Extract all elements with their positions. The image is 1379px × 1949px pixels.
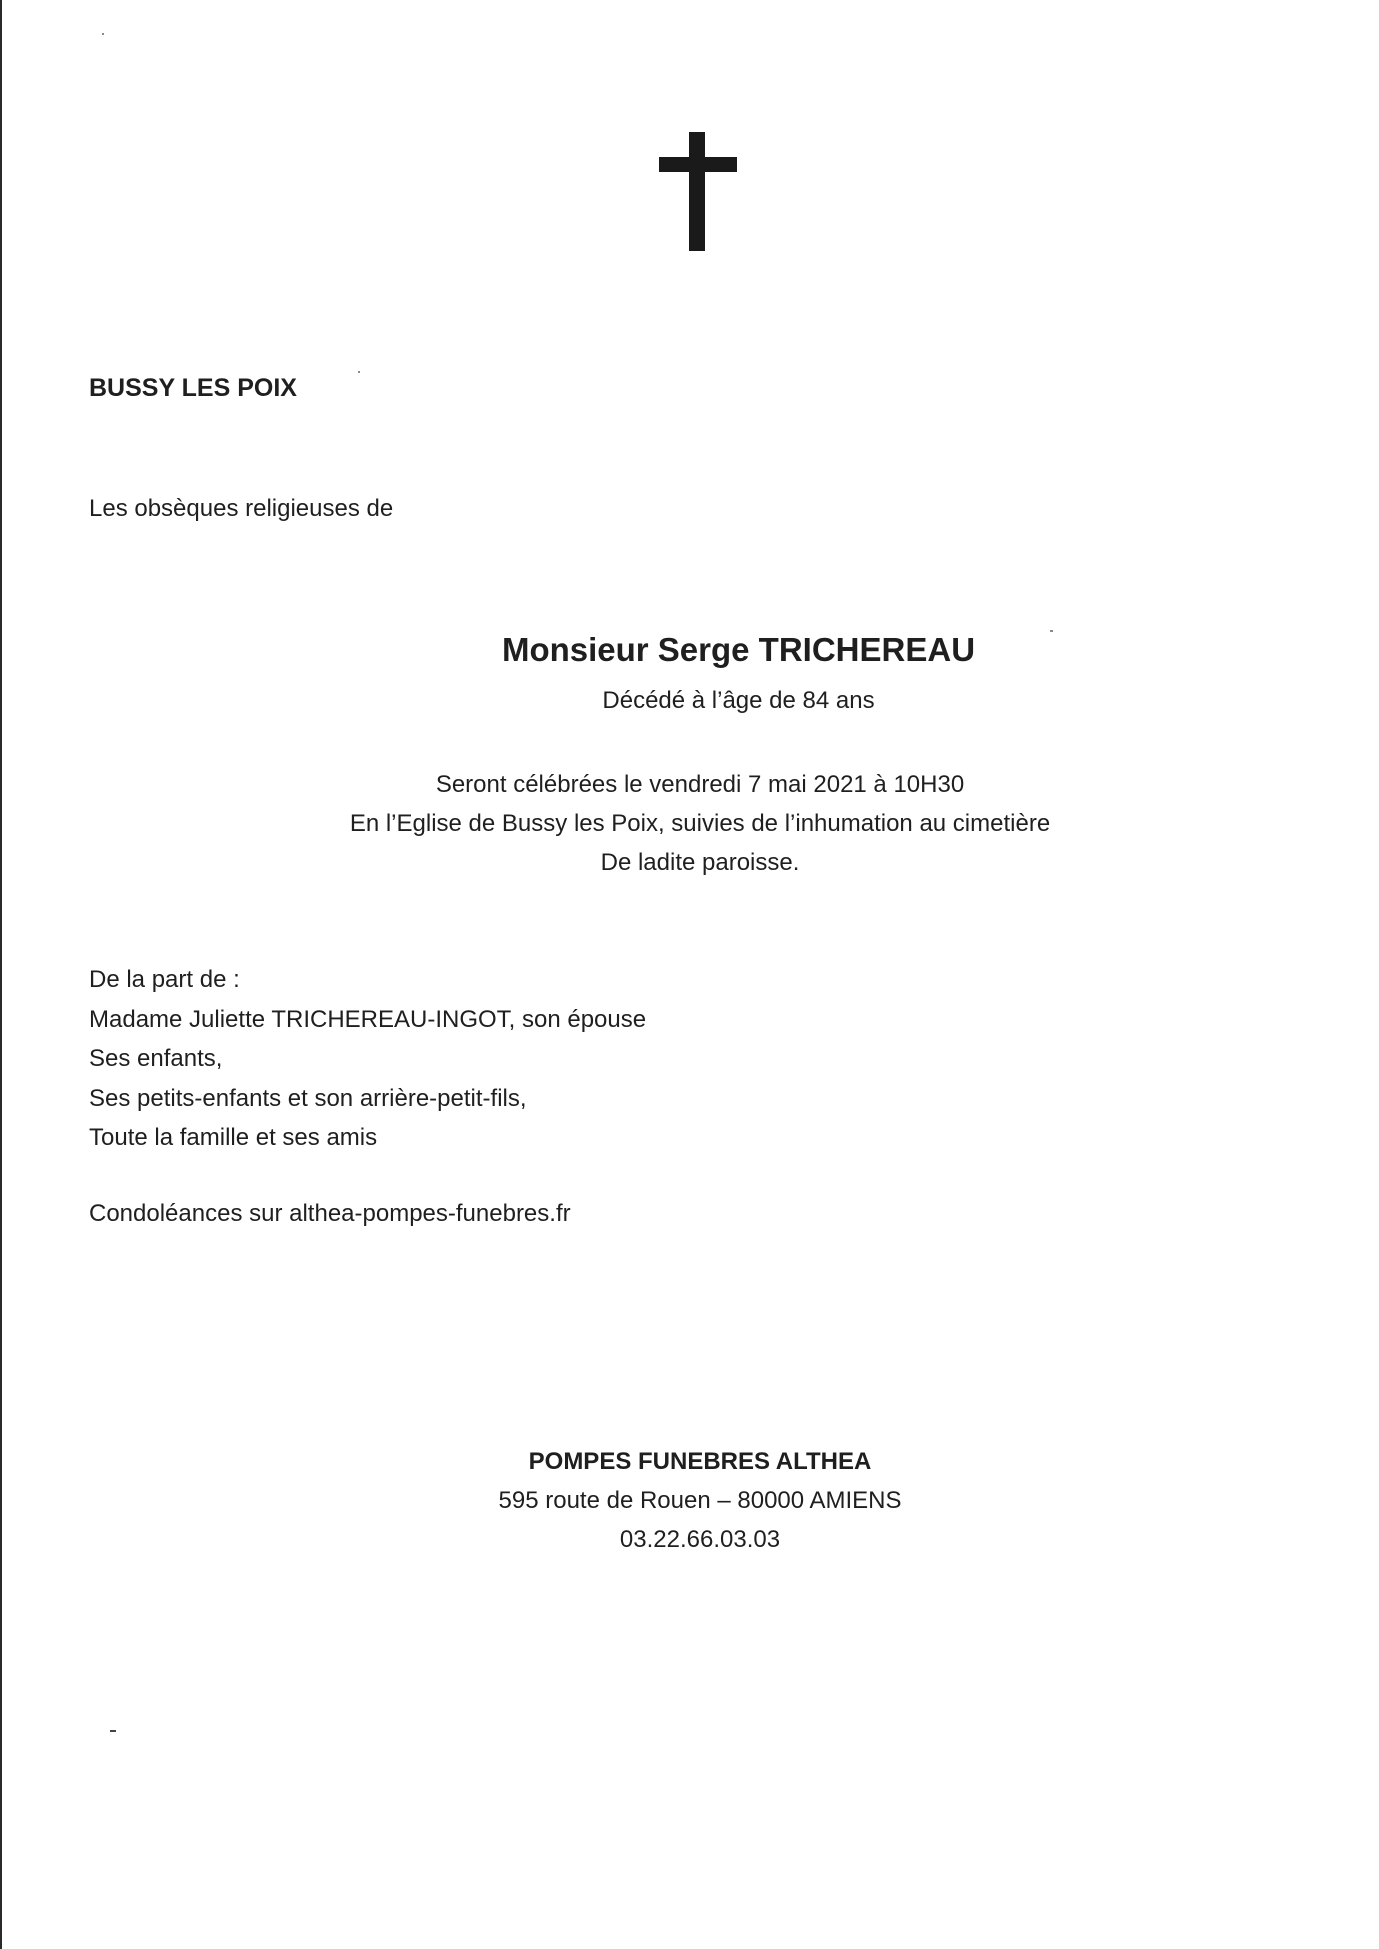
ceremony-line: En l’Eglise de Bussy les Poix, suivies de l’inhumation au cimetière: [349, 810, 1051, 837]
ceremony-line: De ladite paroisse.: [600, 849, 800, 876]
scan-speck: [1050, 630, 1053, 632]
place-heading: BUSSY LES POIX: [89, 374, 297, 402]
family-line: Ses enfants,: [89, 1045, 223, 1072]
scan-speck: [110, 1730, 116, 1732]
condolences-line: Condoléances sur althea-pompes-funebres.fr: [89, 1200, 571, 1227]
intro-text: Les obsèques religieuses de: [89, 495, 394, 522]
cross-vertical-bar: [689, 132, 705, 251]
ceremony-details: [300, 765, 1100, 882]
ceremony-line: Seront célébrées le vendredi 7 mai 2021 à 10H30: [435, 771, 965, 798]
funeral-home-name: POMPES FUNEBRES ALTHEA: [528, 1448, 872, 1475]
funeral-home-address: 595 route de Rouen – 80000 AMIENS: [498, 1487, 902, 1514]
cross-horizontal-bar: [659, 157, 737, 172]
age-line: Décédé à l’âge de 84 ans: [602, 687, 875, 714]
family-section: [89, 960, 646, 1158]
funeral-home-block: [400, 1442, 1000, 1559]
latin-cross-icon: [0, 0, 1379, 300]
family-line: Madame Juliette TRICHEREAU-INGOT, son épouse: [89, 1005, 647, 1033]
from-heading: De la part de :: [89, 966, 240, 993]
funeral-home-phone: 03.22.66.03.03: [619, 1526, 781, 1553]
deceased-name: Monsieur Serge TRICHEREAU: [501, 631, 976, 668]
scan-speck: [358, 371, 360, 373]
family-line: Toute la famille et ses amis: [89, 1124, 378, 1151]
family-line: Ses petits-enfants et son arrière-petit-fils,: [89, 1084, 527, 1112]
